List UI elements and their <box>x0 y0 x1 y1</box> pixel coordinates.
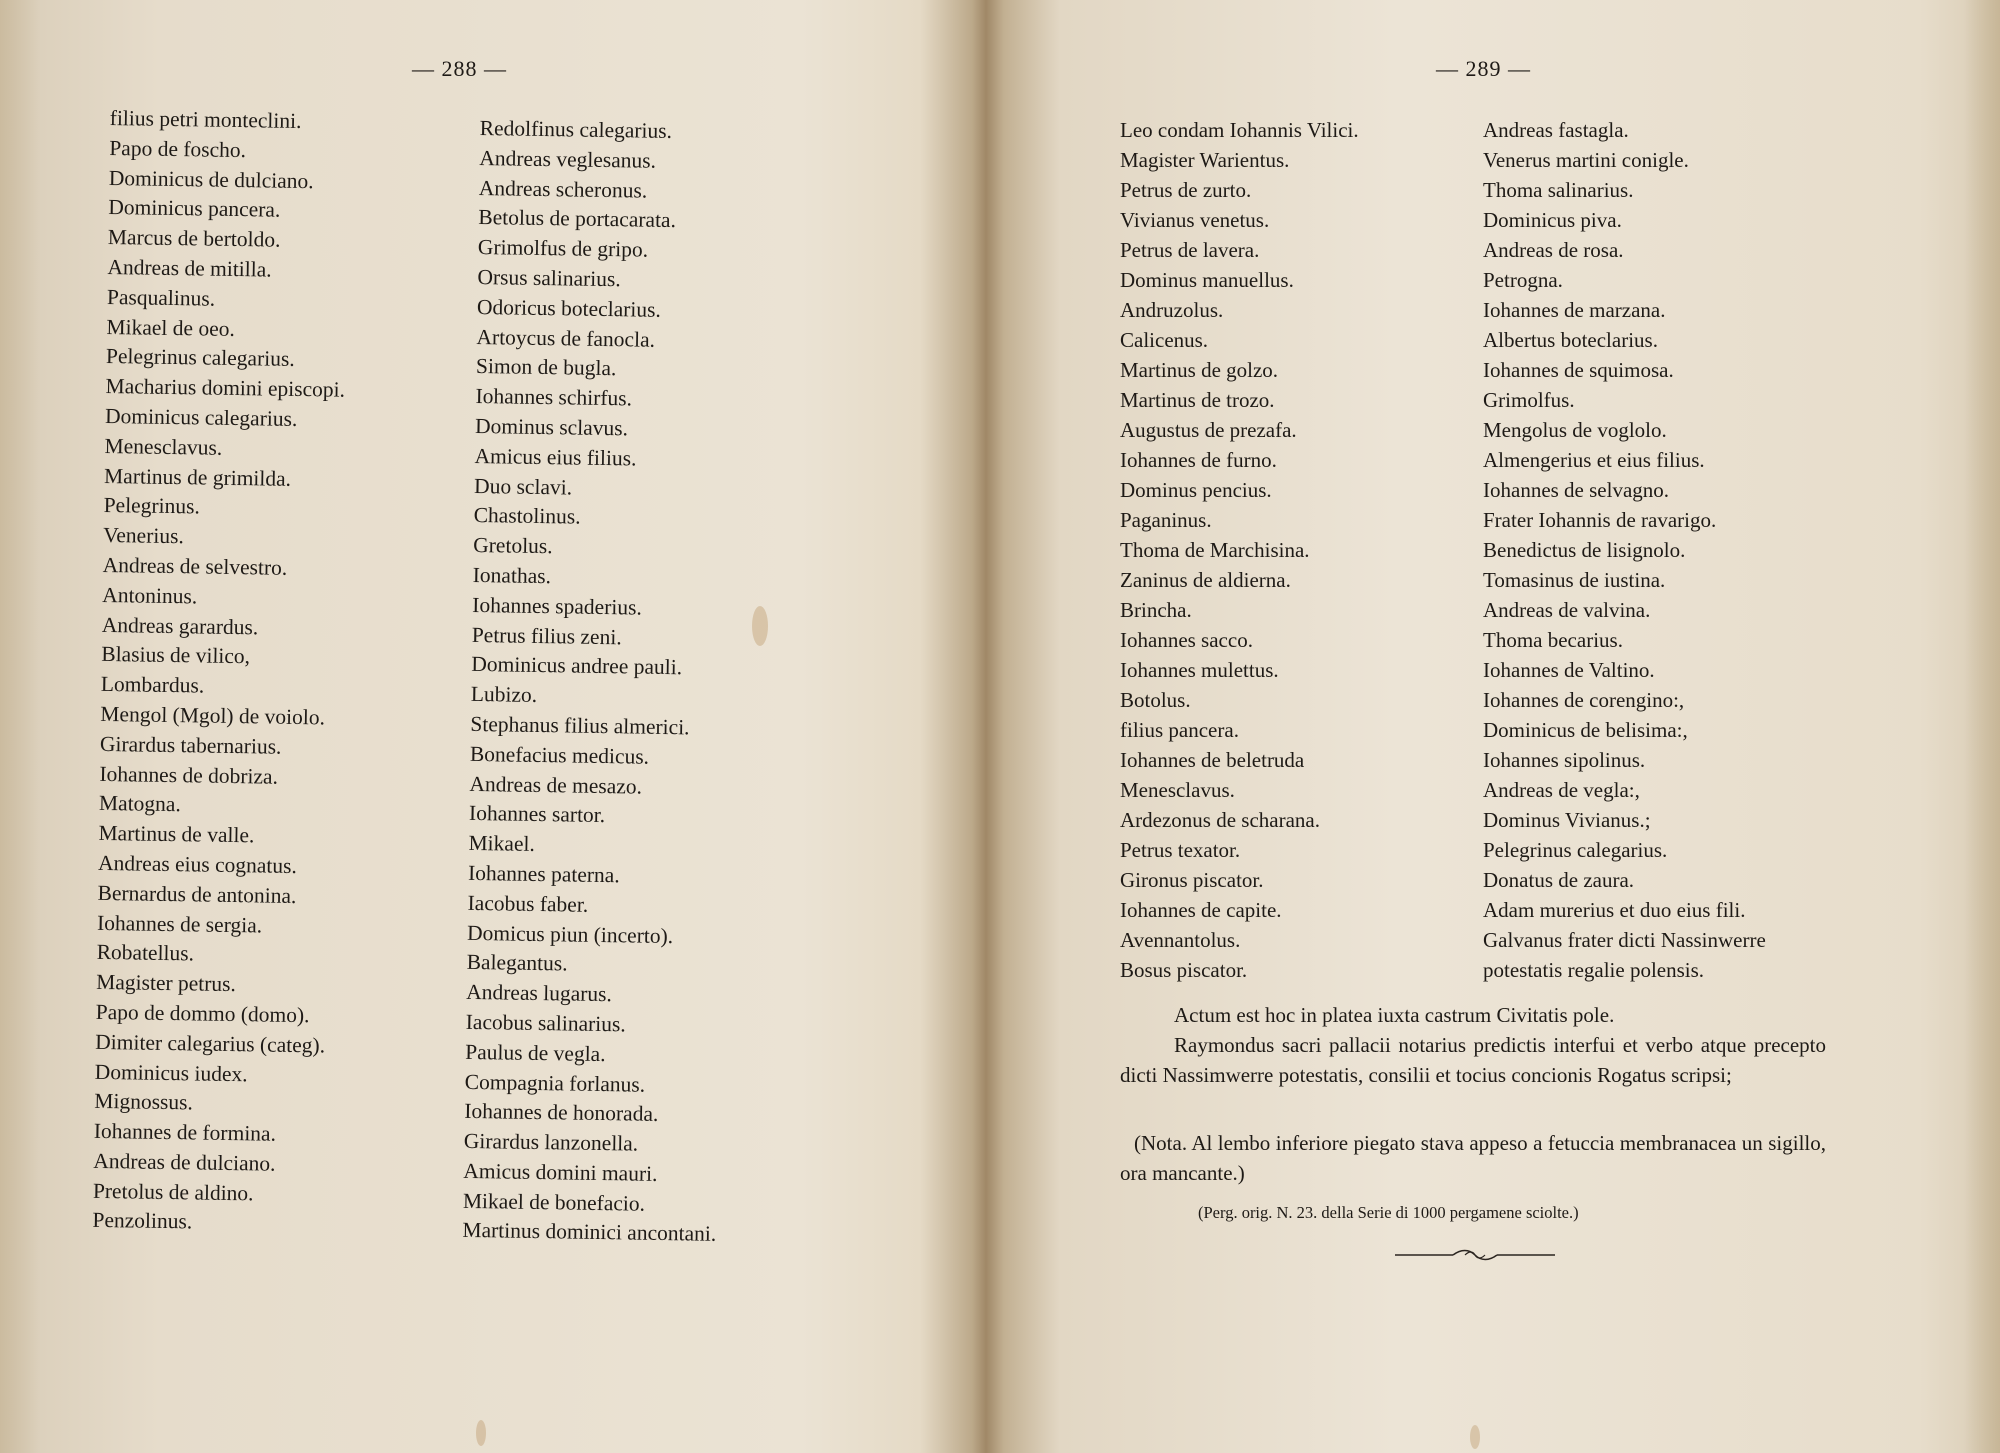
name-entry: Betolus de portacarata. <box>478 205 677 233</box>
name-entry: Ionathas. <box>472 562 552 589</box>
name-entry: Frater Iohannis de ravarigo. <box>1483 508 1717 532</box>
name-entry: Iacobus salinarius. <box>465 1009 626 1037</box>
notary-paragraph: Raymondus sacri pallacii notarius predictis interfui et verbo atque precepto dicti Nassimwerre potestatis, consilii et tocius concionis Rogatus scripsi; <box>1120 1033 1826 1087</box>
name-entry: Andreas de mitilla. <box>107 254 272 282</box>
name-entry: Mikael de bonefacio. <box>462 1188 646 1216</box>
left-column-2 <box>462 114 734 1250</box>
name-entry: Iohannes de honorada. <box>464 1099 659 1127</box>
name-entry: Martinus de grimilda. <box>103 463 292 491</box>
name-entry: Macharius domini episcopi. <box>105 374 346 402</box>
name-entry: Menesclavus. <box>104 433 223 460</box>
name-entry: Iacobus faber. <box>467 890 589 917</box>
source-note: (Perg. orig. N. 23. della Serie di 1000 pergamene sciolte.) <box>1198 1203 1579 1222</box>
name-entry: Robatellus. <box>96 940 195 966</box>
left-column-1 <box>92 104 349 1240</box>
name-entry: Odoricus boteclarius. <box>476 294 662 322</box>
name-entry: Andreas de vegla:, <box>1483 778 1640 802</box>
name-entry: Dimiter calegarius (categ). <box>95 1029 326 1058</box>
name-entry: Dominicus iudex. <box>94 1059 248 1086</box>
name-entry: Andreas de rosa. <box>1483 238 1624 262</box>
name-entry: Dominicus pancera. <box>108 195 281 223</box>
name-entry: Blasius de vilico, <box>101 642 251 669</box>
name-entry: Redolfinus calegarius. <box>479 115 673 144</box>
page-edge-left <box>0 0 40 1453</box>
name-entry: Venerus martini conigle. <box>1483 148 1689 172</box>
name-entry: Gironus piscator. <box>1120 868 1264 892</box>
name-entry: Martinus de valle. <box>98 821 255 848</box>
name-entry: Andreas fastagla. <box>1483 118 1629 142</box>
name-entry: Andreas eius cognatus. <box>97 850 298 878</box>
name-entry: Dominicus de belisima:, <box>1483 718 1688 742</box>
name-entry: Girardus lanzonella. <box>463 1128 639 1156</box>
name-entry: Magister Warientus. <box>1120 148 1290 172</box>
name-entry: Grimolfus. <box>1483 388 1575 412</box>
name-entry: Paulus de vegla. <box>465 1039 606 1066</box>
name-entry: Iohannes de selvagno. <box>1483 478 1670 502</box>
name-entry: Andreas de selvestro. <box>102 552 288 580</box>
name-entry: Mignossus. <box>94 1089 194 1115</box>
name-entry: Dominus manuellus. <box>1120 268 1294 292</box>
name-entry: Almengerius et eius filius. <box>1483 448 1705 472</box>
name-entry: Bosus piscator. <box>1120 958 1248 982</box>
name-entry: Domicus piun (incerto). <box>466 920 674 948</box>
name-entry: Petrogna. <box>1483 268 1563 292</box>
name-entry: Iohannes de formina. <box>93 1118 277 1146</box>
name-entry: Amicus domini mauri. <box>463 1158 658 1186</box>
name-entry: Lubizo. <box>470 682 538 708</box>
name-entry: Pretolus de aldino. <box>92 1178 254 1206</box>
name-entry: Bonefacius medicus. <box>469 741 650 769</box>
name-entry: Iohannes sipolinus. <box>1483 748 1646 772</box>
name-entry: Magister petrus. <box>96 970 237 997</box>
name-entry: Avennantolus. <box>1120 928 1241 952</box>
name-entry: Dominus sclavus. <box>474 413 629 441</box>
name-entry: Pasqualinus. <box>106 284 216 311</box>
name-entry: Venerius. <box>103 523 185 549</box>
name-entry: Antoninus. <box>102 582 198 609</box>
name-entry: potestatis regalie polensis. <box>1483 958 1705 982</box>
name-entry: Adam murerius et duo eius fili. <box>1483 898 1746 922</box>
name-entry: Zaninus de aldierna. <box>1120 568 1291 592</box>
name-entry: Andreas garardus. <box>101 612 259 639</box>
name-entry: Compagnia forlanus. <box>464 1069 646 1097</box>
name-entry: Simon de bugla. <box>475 354 617 381</box>
name-entry: Mikael de oeo. <box>106 314 236 341</box>
page-edge-right <box>1964 0 2000 1453</box>
name-entry: Andreas scheronus. <box>478 175 648 203</box>
name-entry: Mikael. <box>468 831 536 857</box>
ornament-divider <box>1395 1245 1555 1265</box>
name-entry: Mengolus de voglolo. <box>1483 418 1667 442</box>
name-entry: Iohannes de sergia. <box>96 910 263 938</box>
name-entry: Papo de dommo (domo). <box>95 999 310 1028</box>
name-entry: Iohannes de marzana. <box>1483 298 1666 322</box>
name-entry: Thoma salinarius. <box>1483 178 1634 202</box>
name-entry: Martinus de trozo. <box>1120 388 1275 412</box>
name-entry: Stephanus filius almerici. <box>470 711 690 740</box>
actum-paragraph: Actum est hoc in platea iuxta castrum Civitatis pole. <box>1174 1003 1615 1027</box>
name-entry: Iohannes de furno. <box>1120 448 1277 472</box>
name-entry: Donatus de zaura. <box>1483 868 1635 892</box>
name-entry: Iohannes de Valtino. <box>1483 658 1655 682</box>
name-entry: Galvanus frater dicti Nassinwerre <box>1483 928 1766 952</box>
right-column-2 <box>1483 115 1766 985</box>
name-entry: Ardezonus de scharana. <box>1120 808 1320 832</box>
name-entry: Andreas lugarus. <box>466 980 613 1007</box>
name-entry: Pelegrinus calegarius. <box>1483 838 1668 862</box>
name-entry: Iohannes sartor. <box>468 801 606 828</box>
name-entry: Iohannes spaderius. <box>472 592 643 620</box>
name-entry: Petrus filius zeni. <box>471 622 622 649</box>
paper-stain <box>752 606 768 646</box>
name-entry: Iohannes de capite. <box>1120 898 1282 922</box>
name-entry: Menesclavus. <box>1120 778 1235 802</box>
name-entry: Thoma becarius. <box>1483 628 1623 652</box>
name-entry: Andruzolus. <box>1120 298 1224 322</box>
name-entry: Iohannes de beletruda <box>1120 748 1305 772</box>
page-number-right: — 289 — <box>1436 56 1531 81</box>
name-entry: Papo de foscho. <box>109 135 247 162</box>
name-entry: Albertus boteclarius. <box>1483 328 1658 352</box>
name-entry: Iohannes schirfus. <box>475 384 633 411</box>
name-entry: filius pancera. <box>1120 718 1239 742</box>
name-entry: Iohannes de squimosa. <box>1483 358 1674 382</box>
nota-paragraph: (Nota. Al lembo inferiore piegato stava appeso a fetuccia membranacea un sigillo, ora mancante.) <box>1120 1131 1826 1185</box>
name-entry: Penzolinus. <box>92 1208 193 1234</box>
name-entry: Benedictus de lisignolo. <box>1483 538 1686 562</box>
name-entry: Andreas veglesanus. <box>479 145 657 173</box>
name-entry: Iohannes paterna. <box>467 860 620 888</box>
name-entry: Iohannes sacco. <box>1120 628 1253 652</box>
name-entry: Brincha. <box>1120 598 1192 622</box>
name-entry: Martinus de golzo. <box>1120 358 1279 382</box>
name-entry: Pelegrinus calegarius. <box>105 344 295 372</box>
name-entry: Calicenus. <box>1120 328 1209 352</box>
name-entry: Andreas de mesazo. <box>469 771 643 799</box>
name-entry: filius petri monteclini. <box>109 105 302 134</box>
name-entry: Balegantus. <box>466 950 568 976</box>
name-entry: Girardus tabernarius. <box>99 731 282 759</box>
name-entry: Bernardus de antonina. <box>97 880 297 908</box>
name-entry: Petrus texator. <box>1120 838 1241 862</box>
name-entry: Martinus dominici ancontani. <box>462 1218 717 1247</box>
name-entry: Matogna. <box>98 791 182 817</box>
name-entry: Vivianus venetus. <box>1120 208 1270 232</box>
name-entry: Dominicus andree pauli. <box>471 652 683 680</box>
name-entry: Gretolus. <box>473 533 553 559</box>
name-entry: Andreas de dulciano. <box>93 1148 276 1176</box>
name-entry: Augustus de prezafa. <box>1120 418 1297 442</box>
name-entry: Paganinus. <box>1120 508 1212 532</box>
name-entry: Tomasinus de iustina. <box>1483 568 1666 592</box>
name-entry: Grimolfus de gripo. <box>477 235 649 262</box>
name-entry: Amicus eius filius. <box>474 443 637 471</box>
paper-stain <box>476 1420 486 1446</box>
paper-stain <box>1470 1425 1480 1449</box>
name-entry: Iohannes de dobriza. <box>99 761 279 789</box>
name-entry: Duo sclavi. <box>473 473 573 500</box>
name-entry: Iohannes de corengino:, <box>1483 688 1685 712</box>
name-entry: Dominicus piva. <box>1483 208 1622 232</box>
name-entry: Leo condam Iohannis Vilici. <box>1120 118 1359 142</box>
name-entry: Pelegrinus. <box>103 493 201 519</box>
name-entry: Dominicus de dulciano. <box>108 165 314 193</box>
name-entry: Petrus de lavera. <box>1120 238 1260 262</box>
name-entry: Petrus de zurto. <box>1120 178 1252 202</box>
name-entry: Mengol (Mgol) de voiolo. <box>100 701 326 730</box>
name-entry: Dominus Vivianus.; <box>1483 808 1651 832</box>
name-entry: Orsus salinarius. <box>477 264 621 292</box>
name-entry: Lombardus. <box>100 672 205 698</box>
right-column-1 <box>1120 115 1359 985</box>
name-entry: Chastolinus. <box>473 503 581 529</box>
page-number-left: — 288 — <box>412 56 507 81</box>
name-entry: Botolus. <box>1120 688 1191 712</box>
name-entry: Dominus pencius. <box>1120 478 1272 502</box>
name-entry: Marcus de bertoldo. <box>107 225 281 252</box>
name-entry: Iohannes mulettus. <box>1120 658 1279 682</box>
name-entry: Thoma de Marchisina. <box>1120 538 1310 562</box>
name-entry: Dominicus calegarius. <box>104 403 298 431</box>
name-entry: Andreas de valvina. <box>1483 598 1651 622</box>
name-entry: Artoycus de fanocla. <box>476 324 656 352</box>
